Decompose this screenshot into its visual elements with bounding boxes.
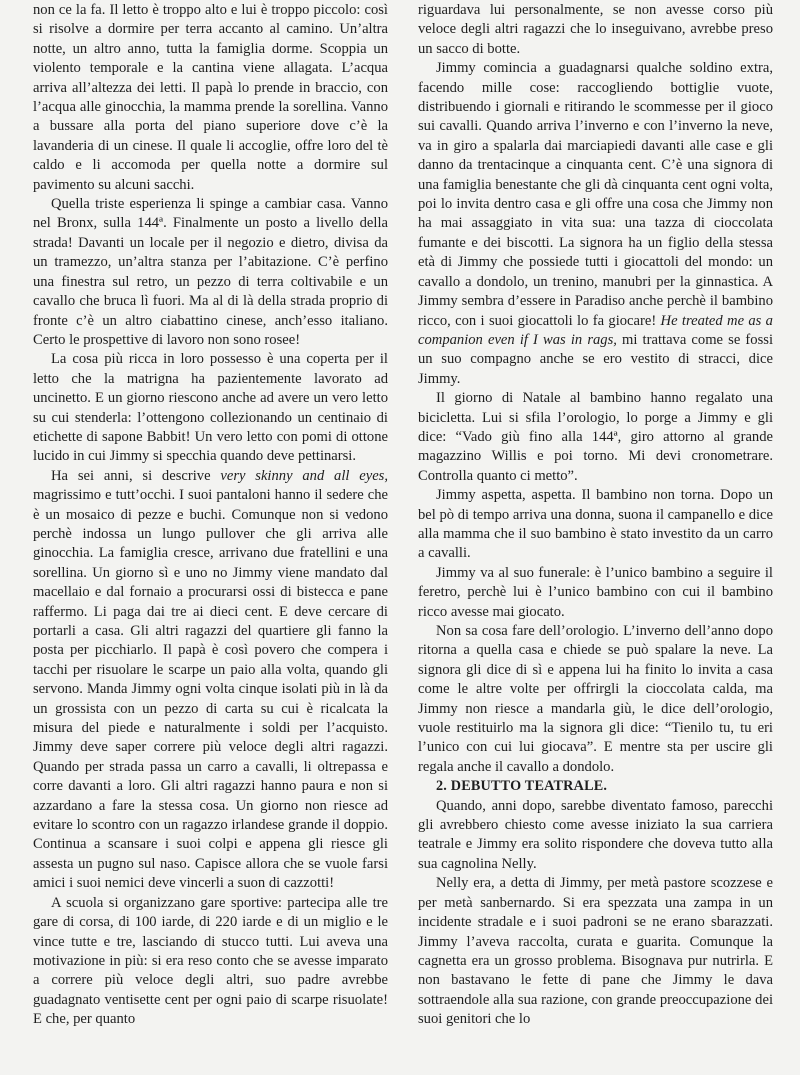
paragraph: A scuola si organizzano gare sportive: partecipa alle tre gare di corsa, di 100 iarde, di 220 iarde e di un miglio e le vince tutte e tre, lasciando di stucco tutti. Lui aveva una motivazione in più: si era reso conto che se avesse imparato a correre più veloce degli altri, suo padre avrebbe guadagnato ventisette cent per ogni paio di scarpe risuolate! E che, per quanto — [33, 894, 388, 1028]
paragraph-text: magrissimo e tutt’occhi. I suoi pantaloni hanno il sedere che è un mosaico di pezze e buchi. Comunque non si vedono perchè indossa un lungo pullover che gli arriva alle ginocchia. La famiglia cresce, arrivano due fratellini e una sorellina. Un giorno sì e uno no Jimmy viene mandato dal macellaio e dal fornaio a procurarsi ossi di bistecca e pane raffermo. Li paga dai tre ai dieci cent. E deve cercare di portarli a casa. Gli altri ragazzi del quartiere gli fanno la posta per picchiarlo. Il papà è così povero che compera i tacchi per risuolare le scarpe un paio alla volta, quando gli servono. Manda Jimmy ogni volta cinque isolati più in là da un grossista con un pezzo di carta su cui è ricalcata la misura del piede e naturalmente i soldi per l’acquisto. Jimmy deve saper correre più veloce degli altri ragazzi. Quando per strada passa un carro a cavalli, li oltrepassa e corre davanti a loro. Gli altri ragazzi hanno paura e non si azzardano a fare la stessa cosa. Un giorno non riesce ad evitare lo scontro con un ragazzo irlandese grande il doppio. Continua a scansare i suoi colpi e appena gli riesce gli assesta un pugno sul naso. Capisce allora che se vuole farsi amici i suoi nemici deve vincerli a suon di cazzotti! — [33, 487, 388, 892]
english-quote: very skinny and all eyes, — [220, 467, 389, 484]
paragraph: Non sa cosa fare dell’orologio. L’inverno dell’anno dopo ritorna a quella casa e chiede se può spalare la neve. La signora gli dice di sì e appena lui ha finito lo invita a casa come le altre volte per offrirgli la cioccolata calda, ma Jimmy non riesce a mandarla giù, le dice dell’orologio, vuole restituirlo ma la signora gli dice: “Tienilo tu, tu eri l’unico con cui lui giocava”. E mentre sta per uscire gli regala anche il cavallo a dondolo. — [418, 623, 773, 775]
paragraph — [418, 59, 773, 389]
paragraph: La cosa più ricca in loro possesso è una coperta per il letto che la matrigna ha pazientemente lavorato ad uncinetto. E un giorno riescono anche ad avere un vero letto su cui stenderla: l’ottengono collezionando un centinaio di etichette di sapone Babbit! Un vero letto con pomi di ottone lucido in cui Jimmy si specchia quando deve pettinarsi. — [33, 351, 388, 465]
paragraph: Quella triste esperienza li spinge a cambiar casa. Vanno nel Bronx, sulla 144ª. Finalmente un posto a livello della strada! Davanti un locale per il negozio e dietro, divisa da un tramezzo, un’altra stanza per l’abitazione. C’è perfino una finestra sul retro, un pezzo di terra coltivabile e un cavallo che bruca lì fuori. Ma al di là della strada proprio di fronte c’è un altro ciabattino cinese, anch’esso italiano. Certo le prospettive di lavoro non sono rosee! — [33, 196, 388, 348]
right-column — [418, 0, 773, 1030]
paragraph-text: mi trattava come se fossi un suo compagno anche se ero vestito di stracci, dice Jimmy. — [418, 331, 773, 387]
paragraph: Nelly era, a detta di Jimmy, per metà pastore scozzese e per metà sanbernardo. Si era spezzata una zampa in un incidente stradale e i suoi padroni se ne erano sbarazzati. Jimmy l’aveva raccolta, curata e guarita. Comunque la cagnetta era un grosso problema. Bisognava pur nutrirla. E non bastavano le fette di pane che Jimmy le dava sottraendole alla sua razione, con grande preoccupazione dei suoi genitori che lo — [418, 875, 773, 1028]
left-column — [33, 0, 388, 1030]
paragraph — [33, 467, 388, 894]
paragraph: Quando, anni dopo, sarebbe diventato famoso, parecchi gli avrebbero chiesto come avesse iniziato la sua carriera teatrale e Jimmy era solito rispondere che doveva tutto alla sua cagnolina Nelly. — [418, 797, 773, 872]
paragraph-text: Ha sei anni, si descrive — [51, 467, 221, 484]
english-quote: He treated me as a companion even if I was in rags, — [418, 312, 773, 348]
paragraph: riguardava lui personalmente, se non avesse corso più veloce degli altri ragazzi che lo inseguivano, avrebbe preso un sacco di botte. — [418, 2, 773, 57]
paragraph: Jimmy va al suo funerale: è l’unico bambino a seguire il feretro, perchè lui è l’unico bambino con cui il bambino ricco avesse mai giocato. — [418, 564, 773, 620]
section-heading: 2. DEBUTTO TEATRALE. — [436, 778, 608, 795]
paragraph: Jimmy aspetta, aspetta. Il bambino non torna. Dopo un bel pò di tempo arriva una donna, suona il campanello e dice alla mamma che il suo bambino è stato investito da un carro a cavalli. — [418, 487, 773, 562]
paragraph: non ce la fa. Il letto è troppo alto e lui è troppo piccolo: così si risolve a dormire per terra accanto al camino. Un’altra notte, un altro anno, tutta la famiglia dorme. Scoppia un violento temporale e la cantina viene allagata. L’acqua arriva all’altezza dei letti. Il papà lo prende in braccio, con l’acqua alle ginocchia, la mamma prende la sorellina. Vanno a bussare alla porta del piano superiore dove c’è la lavanderia di un cinese. Il quale li accoglie, offre loro del tè caldo e li accomoda per quella notte a dormire sul pavimento su alcuni sacchi. — [33, 2, 388, 193]
paragraph: Il giorno di Natale al bambino hanno regalato una bicicletta. Lui si sfila l’orologio, lo porge a Jimmy e gli dice: “Vado giù fino alla 144ª, giro attorno al grande magazzino Willis e poi torno. Mi devi cronometrare. Controlla quanto ci metto”. — [418, 390, 773, 484]
paragraph-text: Jimmy comincia a guadagnarsi qualche soldino extra, facendo mille cose: raccogliendo bottiglie vuote, distribuendo i giornali e ritirando le scommesse per il gioco sui cavalli. Quando arriva l’inverno e con l’inverno la neve, va in giro a spalarla dai marciapiedi davanti alle case e gli danno da trentacinque a cinquanta cent. C’è una signora di una famiglia benestante che gli dà cinquanta cent ogni volta, poi lo invita dentro casa e gli offre una cosa che Jimmy non ha mai assaggiato in vita sua: una tazza di cioccolata fumante e dei biscotti. La signora ha un figlio della stessa età di Jimmy che possiede tutti i giocattoli del mondo: un cavallo a dondolo, un trenino, manubri per la ginnastica. A Jimmy sembra d’essere in Paradiso anche perchè il bambino ricco, con i suoi giocattoli lo fa giocare! — [418, 60, 773, 329]
